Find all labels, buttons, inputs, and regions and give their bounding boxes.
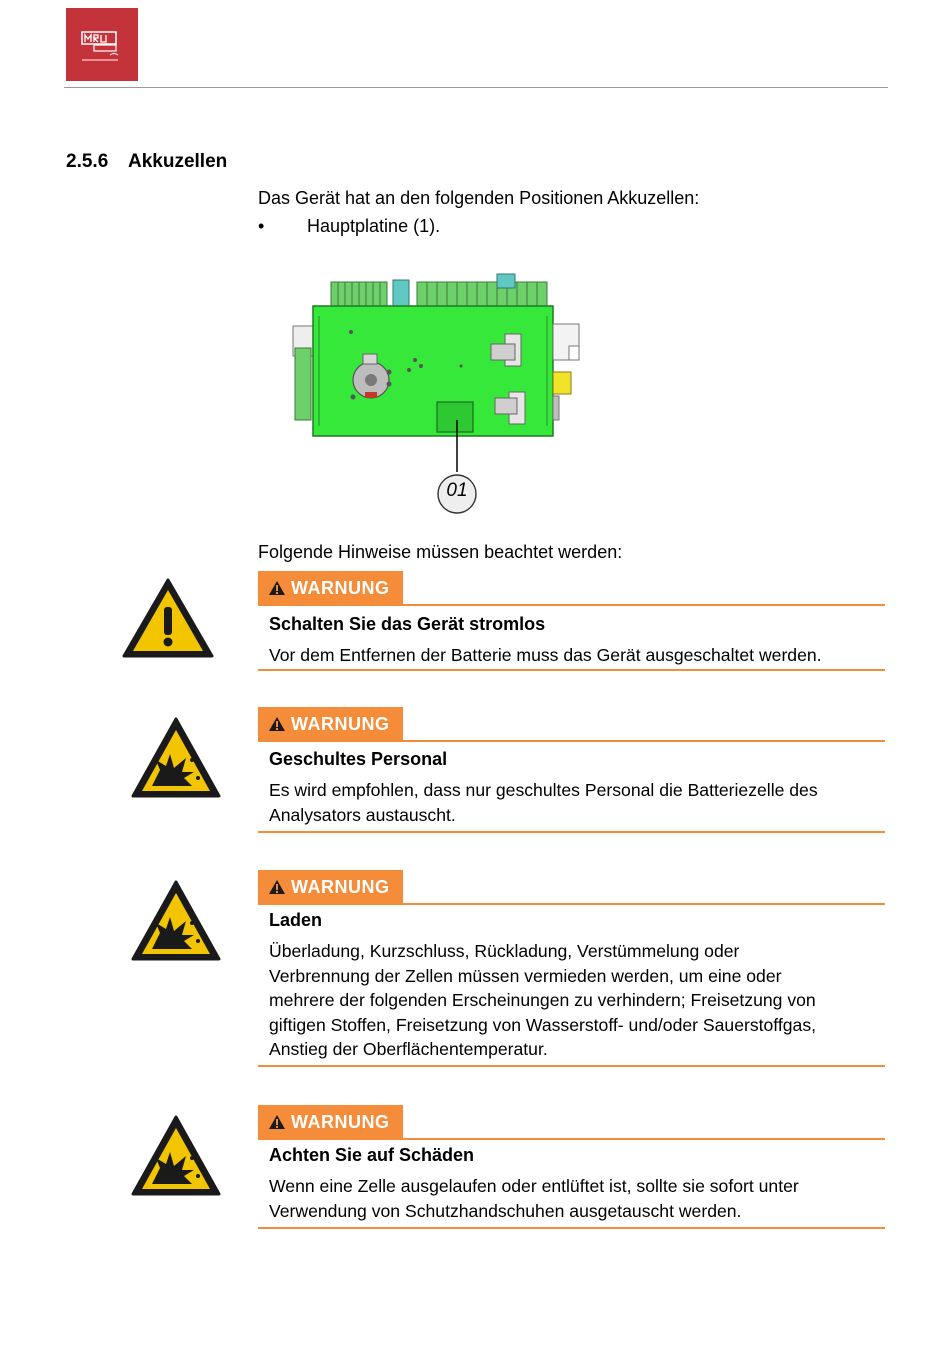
warning-line: Analysators austauscht. <box>269 804 456 825</box>
warning-top-rule <box>258 903 885 905</box>
warning-line: Überladung, Kurzschluss, Rückladung, Verstümmelung oder <box>269 941 740 961</box>
warning-tag-label: WARNUNG <box>291 577 390 598</box>
warning-line: Verwendung von Schutzhandschuhen ausgetauscht werden. <box>269 1200 742 1221</box>
main-board-figure <box>285 262 585 472</box>
warning-tag-label: WARNUNG <box>291 1111 390 1132</box>
warning-block-4 <box>258 1105 885 1233</box>
warning-top-rule <box>258 740 885 742</box>
warning-line: Wenn eine Zelle ausgelaufen oder entlüftet ist, sollte sie sofort unter <box>269 1176 799 1196</box>
warning-title: Geschultes Personal <box>269 749 448 769</box>
bullet-marker: • <box>258 216 265 236</box>
warning-body <box>269 939 874 1062</box>
warning-bottom-rule <box>258 1227 885 1229</box>
warning-top-rule <box>258 1138 885 1140</box>
warning-body <box>269 643 874 668</box>
explosion-warning-icon-2 <box>130 879 222 963</box>
warning-triangle-icon <box>268 580 286 596</box>
warning-line: mehrere der folgenden Erscheinungen zu verhindern; Freisetzung von <box>269 990 816 1010</box>
warning-triangle-icon <box>268 716 286 732</box>
explosion-warning-icon <box>130 716 222 800</box>
general-warning-icon <box>120 576 216 662</box>
warning-bottom-rule <box>258 1065 885 1067</box>
warning-title: Laden <box>269 910 323 930</box>
warning-block-3 <box>258 870 885 1070</box>
warning-bottom-rule <box>258 831 885 833</box>
warning-tag <box>258 707 403 741</box>
section-number: 2.5.6 <box>66 151 109 172</box>
warning-line: Es wird empfohlen, dass nur geschultes Personal die Batteriezelle des <box>269 780 818 800</box>
warning-tag <box>258 571 403 605</box>
warning-triangle-icon <box>268 879 286 895</box>
warning-bottom-rule <box>258 669 885 671</box>
warning-line: Verbrennung der Zellen müssen vermieden werden, um eine oder <box>269 965 782 986</box>
intro-text: Das Gerät hat an den folgenden Positionen Akkuzellen: <box>258 188 700 208</box>
warning-tag-label: WARNUNG <box>291 713 390 734</box>
header-rule <box>64 87 888 88</box>
warning-tag <box>258 870 403 904</box>
section-title: Akkuzellen <box>128 151 228 172</box>
bullet-item: Hauptplatine (1). <box>307 216 441 236</box>
warning-body <box>269 778 874 827</box>
warning-tag <box>258 1105 403 1139</box>
warning-block-2 <box>258 707 885 835</box>
warning-tag-label: WARNUNG <box>291 876 390 897</box>
warning-block-1 <box>258 571 885 673</box>
warning-title: Achten Sie auf Schäden <box>269 1145 475 1165</box>
warning-line: Anstieg der Oberflächentemperatur. <box>269 1039 548 1059</box>
mru-logo <box>66 8 138 81</box>
warning-line: Vor dem Entfernen der Batterie muss das Gerät ausgeschaltet werden. <box>269 645 822 665</box>
callout-label: 01 <box>446 480 468 501</box>
warning-body <box>269 1174 874 1223</box>
warning-line: giftigen Stoffen, Freisetzung von Wasserstoff- und/oder Sauerstoffgas, <box>269 1014 817 1035</box>
notice-intro: Folgende Hinweise müssen beachtet werden: <box>258 542 623 562</box>
warning-title: Schalten Sie das Gerät stromlos <box>269 614 546 634</box>
warning-top-rule <box>258 604 885 606</box>
explosion-warning-icon-3 <box>130 1114 222 1198</box>
warning-triangle-icon <box>268 1114 286 1130</box>
